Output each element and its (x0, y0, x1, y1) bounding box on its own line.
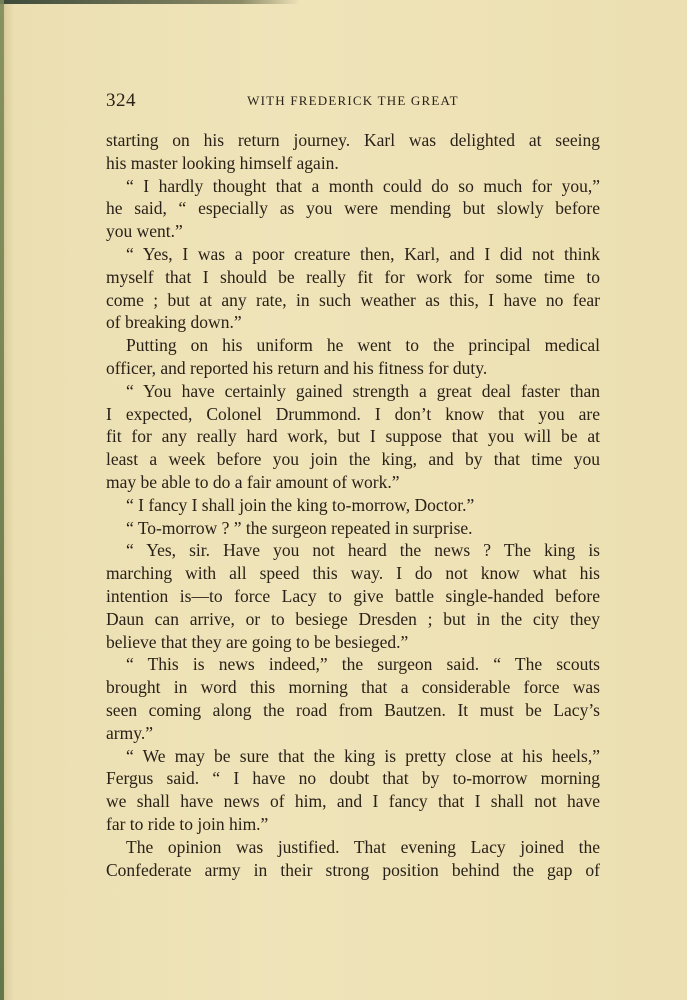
text-line: The opinion was justified. That evening Lacy joined the (126, 836, 600, 857)
text-line: Confederate army in their strong position behind the gap of (106, 859, 600, 880)
text-line: myself that I should be really fit for work for some time to (106, 266, 600, 287)
body-text (106, 129, 600, 881)
text-line: “ Yes, sir. Have you not heard the news ? The king is (126, 540, 600, 561)
running-head: WITH FREDERICK THE GREAT (247, 93, 459, 108)
page-number: 324 (106, 90, 136, 111)
text-line: “ We may be sure that the king is pretty close at his heels,” (126, 745, 600, 766)
text-line: brought in word this morning that a considerable force was (106, 677, 600, 698)
text-line: we shall have news of him, and I fancy that I shall not have (106, 791, 600, 812)
text-line: I expected, Colonel Drummond. I don’t know that you are (106, 403, 600, 424)
text-line: of breaking down.” (106, 312, 242, 333)
text-line: come ; but at any rate, in such weather as this, I have no fear (106, 289, 600, 310)
text-line: he said, “ especially as you were mending but slowly before (106, 198, 600, 219)
text-line: fit for any really hard work, but I suppose that you will be at (106, 426, 600, 447)
text-line: you went.” (106, 221, 183, 242)
text-line: Fergus said. “ I have no doubt that by to-morrow morning (106, 768, 600, 789)
text-line: “ Yes, I was a poor creature then, Karl, and I did not think (126, 243, 600, 264)
book-binding-edge (0, 0, 4, 1000)
text-line: “ This is news indeed,” the surgeon said. “ The scouts (126, 654, 600, 675)
text-line: “ I hardly thought that a month could do so much for you,” (126, 175, 600, 196)
text-line: “ You have certainly gained strength a great deal faster than (126, 380, 600, 401)
text-line: army.” (106, 722, 153, 743)
text-line: intention is—to force Lacy to give battle single-handed before (106, 585, 600, 606)
text-line: officer, and reported his return and his fitness for duty. (106, 357, 488, 378)
text-line: “ I fancy I shall join the king to-morrow, Doctor.” (126, 494, 475, 515)
text-line: his master looking himself again. (106, 152, 339, 173)
text-line: “ To-morrow ? ” the surgeon repeated in surprise. (126, 517, 473, 538)
text-line: may be able to do a fair amount of work.” (106, 471, 400, 492)
page-header (106, 90, 600, 114)
text-line: marching with all speed this way. I do not know what his (106, 563, 600, 584)
text-line: starting on his return journey. Karl was delighted at seeing (106, 130, 600, 150)
text-line: Putting on his uniform he went to the principal medical (126, 335, 600, 356)
text-line: Daun can arrive, or to besiege Dresden ; but in the city they (106, 608, 600, 629)
text-line: believe that they are going to be besieged.” (106, 631, 409, 652)
text-line: seen coming along the road from Bautzen. It must be Lacy’s (106, 699, 600, 720)
page-top-edge (0, 0, 300, 4)
text-line: far to ride to join him.” (106, 813, 269, 834)
text-line: least a week before you join the king, and by that time you (106, 449, 600, 470)
